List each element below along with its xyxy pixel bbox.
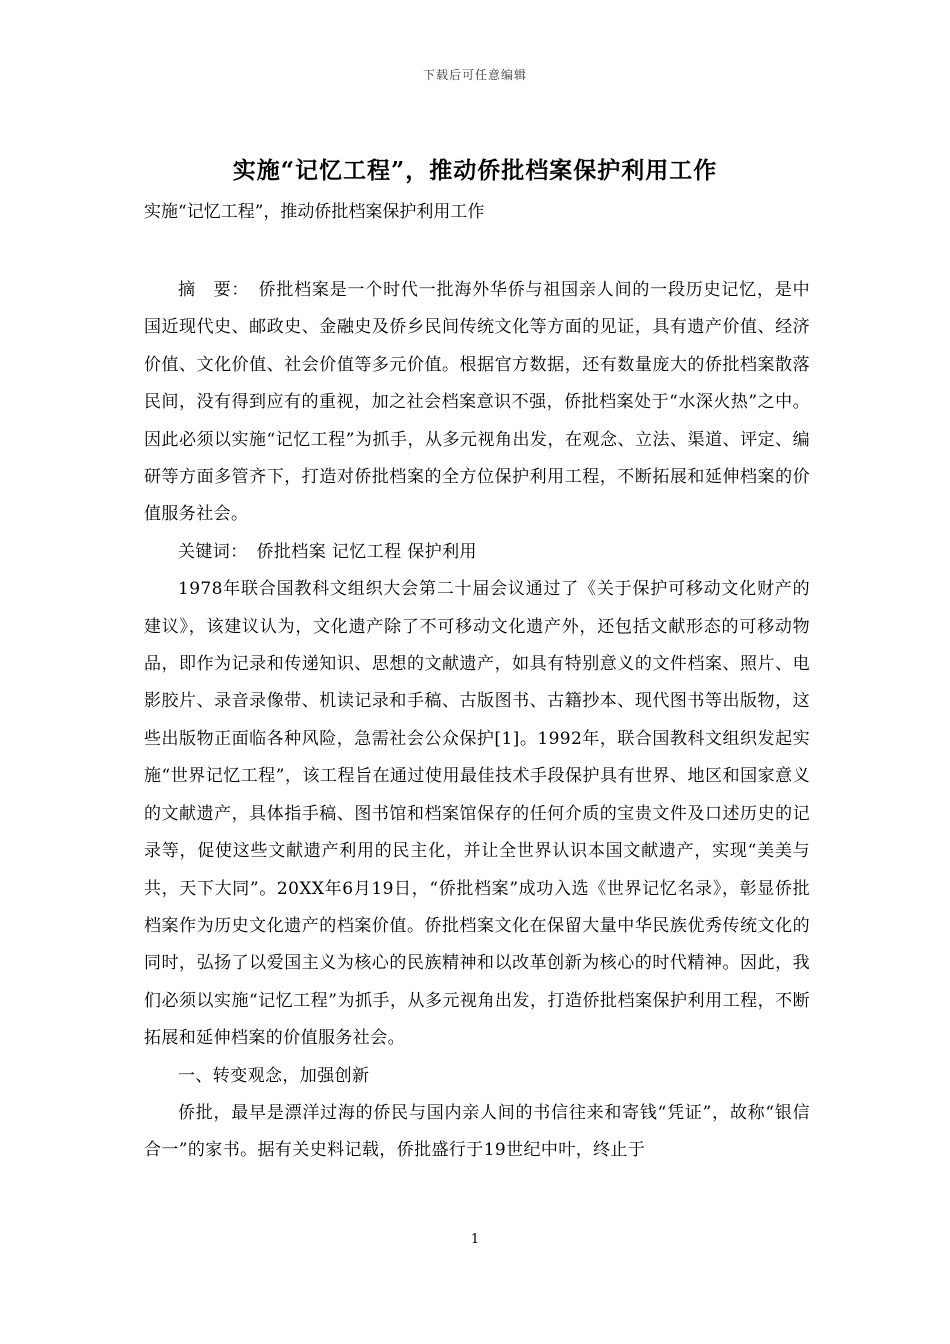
section-paragraph: 侨批，最早是漂洋过海的侨民与国内亲人间的书信往来和寄钱“凭证”，故称“银信合一”的家书。据有关史料记载，侨批盛行于19世纪中叶，终止于 [144,1102,810,1161]
intro-paragraph: 1978年联合国教科文组织大会第二十届会议通过了《关于保护可移动文化财产的建议》，该建议认为，文化遗产除了不可移动文化遗产外，还包括文献形态的可移动物品，即作为记录和传递知识、思想的文献遗产，如具有特别意义的文件档案、照片、电影胶片、录音录像带、机读记录和手稿、古版图书、古籍抄本、现代图书等出版物，这些出版物正面临各种风险，急需社会公众保护[1]。1992年，联合国教科文组织发起实施“世界记忆工程”，该工程旨在通过使用最佳技术手段保护具有世界、地区和国家意义的文献遗产，具体指手稿、图书馆和档案馆保存的任何介质的宝贵文件及口述历史的记录等，促使这些文献遗产利用的民主化，并让全世界认识本国文献遗产，实现“美美与共，天下大同”。20XX年6月19日，“侨批档案”成功入选《世界记忆名录》，彰显侨批档案作为历史文化遗产的档案价值。侨批档案文化在保留大量中华民族优秀传统文化的同时，弘扬了以爱国主义为核心的民族精神和以改革创新为核心的时代精神。因此，我们必须以实施“记忆工程”为抓手，从多元视角出发，打造侨批档案保护利用工程，不断拓展和延伸档案的价值服务社会。 [144,579,810,1049]
page-subtitle: 实施“记忆工程”，推动侨批档案保护利用工作 [144,202,485,222]
section-heading: 一、转变观念，加强创新 [178,1065,370,1086]
body-text [144,272,810,1170]
header-note: 下载后可任意编辑 [422,68,527,82]
page-title: 实施“记忆工程”，推动侨批档案保护利用工作 [232,157,718,184]
keywords-paragraph: 关键词： 侨批档案 记忆工程 保护利用 [178,541,477,562]
abstract-paragraph: 摘 要： 侨批档案是一个时代一批海外华侨与祖国亲人间的一段历史记忆，是中国近现代史、邮政史、金融史及侨乡民间传统文化等方面的见证，具有遗产价值、经济价值、文化价值、社会价值等多元价值。根据官方数据，还有数量庞大的侨批档案散落民间，没有得到应有的重视，加之社会档案意识不强，侨批档案处于“水深火热”之中。因此必须以实施“记忆工程”为抓手，从多元视角出发，在观念、立法、渠道、评定、编研等方面多管齐下，打造对侨批档案的全方位保护利用工程，不断拓展和延伸档案的价值服务社会。 [144,280,810,525]
page-number: 1 [470,1232,480,1247]
